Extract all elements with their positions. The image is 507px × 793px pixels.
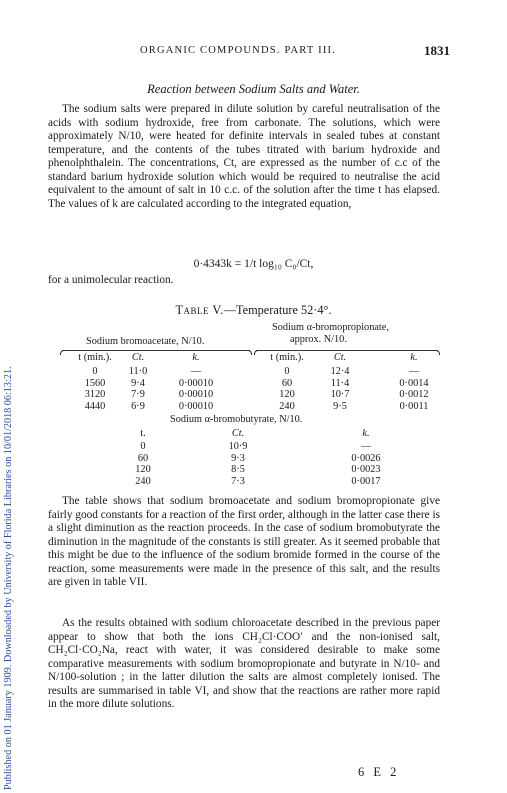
group-a-cell: 1560 — [84, 377, 106, 389]
rate-equation: 0·4343k = 1/t log₁₀ C₀/Ct, — [193, 258, 314, 270]
group-c-header-c: Ct. — [231, 428, 245, 439]
group-c-header-k: k. — [362, 428, 370, 439]
group-c-cell: 0·0026 — [351, 452, 381, 464]
group-c-cell: 60 — [137, 452, 149, 464]
group-a-cell: 3120 — [84, 389, 106, 400]
group-b-cell: 12·4 — [330, 366, 350, 377]
intro-paragraph: The sodium salts were prepared in dilute solution by careful neutralisation of the acids with sodium hydroxide, free from carbonate. The solutions, which were approximately N/10, were heated for definite intervals in sealed tubes at constant temperature, and the contents of the tubes titrated with barium hydroxide and phenolphthalein. The concentrations, Ct, are expressed as the number of c.c of the standard barium hydroxide solution which would be required to neutralise the acid equivalent to the amount of salt in 10 c.c. of the solution after the time t has elapsed. The values of k are calculated according to the integrated equation, — [48, 103, 440, 210]
group-c-cell: 0 — [140, 441, 146, 452]
group-a-cell: 6·9 — [131, 400, 145, 412]
group-c-cell: — — [360, 441, 372, 452]
group-b-cell: 240 — [279, 400, 295, 412]
group-c-cell: 0·0023 — [351, 464, 381, 475]
group-a-cell: 4440 — [84, 400, 106, 412]
section-title: Reaction between Sodium Salts and Water. — [147, 82, 360, 96]
discussion-paragraph: The table shows that sodium bromoacetate and sodium bromopropionate give fairly good constants for a reaction of the first order, although in the latter case there is a slight diminution as the reaction proceeds. In the case of sodium bromobutyrate the diminution in the magnitude of the constants is still greater. As it seemed probable that this might be due to the influence of the sodium bromide formed in the course of the reaction, some measurements were made in the presence of this salt, and the results are given in table VII. — [48, 495, 440, 588]
group-b-cell: 60 — [281, 377, 293, 389]
page-number: 1831 — [424, 43, 450, 58]
group-b-cell: — — [408, 366, 420, 377]
group-b-title-line1: Sodium α-bromopropionate, — [272, 322, 389, 333]
group-b-cell: 0 — [284, 366, 290, 377]
group-a-cell: 9·4 — [131, 377, 145, 389]
group-b-header-c: Ct. — [333, 352, 347, 363]
group-b-cell: 120 — [279, 389, 295, 400]
group-a-header-k: k. — [192, 352, 200, 363]
group-a-title: Sodium bromoacetate, N/10. — [86, 336, 205, 347]
group-b-cell: 0·0014 — [399, 377, 429, 389]
equation-note: for a unimolecular reaction. — [48, 274, 174, 286]
group-c-cell: 10·9 — [228, 441, 248, 452]
group-b-header-t: t (min.). — [270, 352, 304, 363]
download-notice: Published on 01 January 1909. Downloaded by University of Florida Libraries on 10/01/2018 06:13:21. — [3, 366, 14, 790]
group-a-cell: 0·00010 — [178, 377, 214, 389]
group-b-cell: 0·0011 — [399, 400, 429, 412]
group-b-cell: 10·7 — [330, 389, 350, 400]
group-a-cell: 0 — [92, 366, 98, 377]
table-label: Table V. — [175, 303, 224, 317]
comparison-paragraph: As the results obtained with sodium chloroacetate described in the previous paper appear to show that both the ions CH₂Cl·COO′ and the non-ionised salt, CH₂Cl·CO₂Na, react with water, it was considered desirable to make some comparative measurements with sodium bromopropionate and butyrate in N/10- and N/100-solution ; in the latter dilution the salts are almost completely ionised. The results are summarised in table VI, and show that the reactions are rather more rapid in the more dilute solutions. — [48, 617, 440, 710]
running-head: ORGANIC COMPOUNDS. PART III. — [140, 45, 337, 56]
group-b-cell: 9·5 — [333, 400, 347, 412]
group-b-cell: 11·4 — [330, 377, 350, 389]
signature-mark: 6 E 2 — [358, 765, 400, 779]
group-c-cell: 120 — [135, 464, 151, 475]
group-b-header-k: k. — [410, 352, 418, 363]
group-c-cell: 7·3 — [231, 475, 245, 487]
page-header — [100, 45, 450, 61]
group-a-cell: — — [190, 366, 202, 377]
group-a-header-t: t (min.). — [78, 352, 112, 363]
group-c-cell: 240 — [135, 475, 151, 487]
group-c-cell: 8·5 — [231, 464, 245, 475]
group-a-header-c: Ct. — [131, 352, 145, 363]
table-temperature: —Temperature 52·4°. — [223, 303, 332, 317]
group-a-cell: 11·0 — [128, 366, 148, 377]
group-a-cell: 0·00010 — [178, 400, 214, 412]
table-caption — [0, 303, 507, 318]
group-b-title-line2: approx. N/10. — [290, 334, 347, 345]
group-c-cell: 9·3 — [231, 452, 245, 464]
group-c-title: Sodium α-bromobutyrate, N/10. — [170, 414, 303, 425]
group-a-cell: 7·9 — [131, 389, 145, 400]
group-c-header-t: t. — [140, 428, 146, 439]
group-a-cell: 0·00010 — [178, 389, 214, 400]
group-b-cell: 0·0012 — [399, 389, 429, 400]
group-c-cell: 0·0017 — [351, 475, 381, 487]
